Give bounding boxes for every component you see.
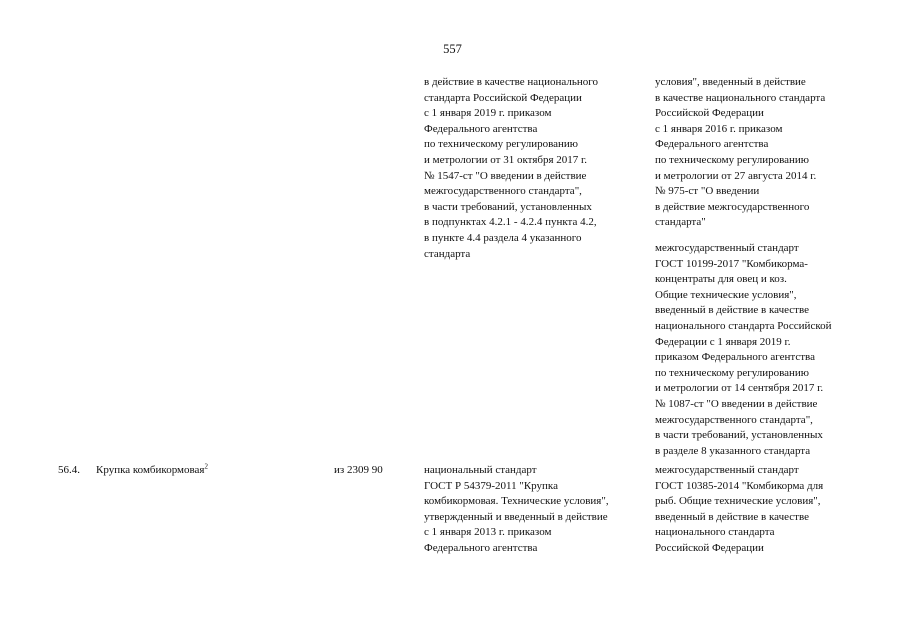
standard-gost-r-54379-text: национальный стандарт ГОСТ Р 54379-2011 "Крупка комбикормовая. Технические условия", утвержденный и введенный в действие с 1 января 2013 г. приказом Федерального агентства — [424, 464, 609, 554]
product-name-text: Крупка комбикормовая — [96, 464, 205, 476]
page-number: 557 — [443, 42, 462, 56]
product-name — [96, 463, 208, 479]
continued-standard-text-col4: условия", введенный в действие в качестве национального стандарта Российской Федерации с 1 января 2016 г. приказом Федерального агентства по техническому регулированию и метрологии от 27 августа 2014 г. № 975-ст "О введении в действие межгосударственного стандарта" — [655, 76, 826, 229]
footnote-marker: 2 — [204, 462, 208, 471]
standard-gost-10199-text: межгосударственный стандарт ГОСТ 10199-2017 "Комбикорма- концентраты для овец и коз. Общие технические условия", введенный в действие в качестве национального стандарта Российской Федерации с 1 января 2019 г. приказом Федерального агентства по техническому регулированию и метрологии от 14 сентября 2017 г. № 1087-ст "О введении в действие межгосударственного стандарта", в части требований, установленных в разделе 8 указанного стандарта — [655, 242, 832, 457]
row-number: 56.4. — [58, 464, 80, 476]
continued-standard-text-col3: в действие в качестве национального стандарта Российской Федерации с 1 января 2019 г. приказом Федерального агентства по техническому регулированию и метрологии от 31 октября 2017 г. № 1547-ст "О введении в действие межгосударственного стандарта", в части требований, установленных в подпунктах 4.2.1 - 4.2.4 пункта 4.2, в пункте 4.4 раздела 4 указанного стандарта — [424, 76, 598, 260]
tnved-code: из 2309 90 — [334, 464, 383, 476]
standard-gost-10385-text: межгосударственный стандарт ГОСТ 10385-2014 "Комбикорма для рыб. Общие технические условия", введенный в действие в качестве национального стандарта Российской Федерации — [655, 464, 824, 554]
